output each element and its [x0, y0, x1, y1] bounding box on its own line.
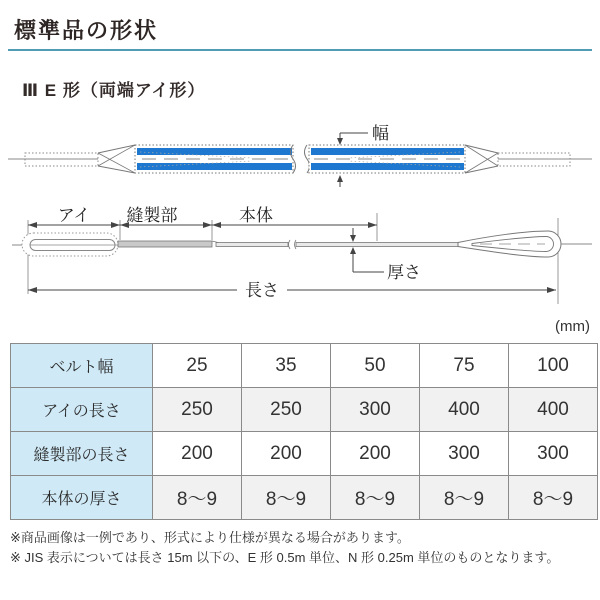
row-label-belt-width: ベルト幅 — [11, 344, 153, 388]
belt-side-drawing — [12, 231, 592, 257]
cell: 300 — [420, 432, 509, 476]
cell: 35 — [242, 344, 331, 388]
belt-top-view-drawing — [8, 145, 592, 173]
cell: 75 — [420, 344, 509, 388]
footnote-jis: ※ JIS 表示については長さ 15m 以下の、E 形 0.5m 単位、N 形 0.25m 単位のものとなります。 — [10, 550, 560, 565]
cell: 200 — [153, 432, 242, 476]
section-subtitle: Ⅲ E 形（両端アイ形） — [22, 81, 206, 100]
title-underline — [8, 49, 592, 51]
length-label: 長さ — [245, 281, 279, 300]
cell: 250 — [153, 388, 242, 432]
cell: 8～9 — [420, 476, 509, 520]
cell: 8～9 — [153, 476, 242, 520]
cell: 8～9 — [242, 476, 331, 520]
table-row — [11, 388, 598, 432]
sewn-label: 縫製部 — [126, 206, 178, 225]
eye-label: アイ — [57, 206, 91, 225]
cell: 400 — [420, 388, 509, 432]
spec-table — [10, 343, 598, 520]
cell: 200 — [242, 432, 331, 476]
body-label: 本体 — [239, 206, 273, 225]
table-row — [11, 476, 598, 520]
cell: 300 — [331, 388, 420, 432]
table-row — [11, 432, 598, 476]
cell: 8～9 — [331, 476, 420, 520]
cell: 400 — [509, 388, 598, 432]
width-label: 幅 — [372, 124, 389, 143]
belt-side-view-diagram — [0, 200, 600, 312]
cell: 25 — [153, 344, 242, 388]
cell: 200 — [331, 432, 420, 476]
belt-top-view-diagram — [0, 103, 600, 200]
row-label-body-thickness: 本体の厚さ — [11, 476, 153, 520]
cell: 8～9 — [509, 476, 598, 520]
thickness-dimension-arrow — [350, 228, 384, 272]
cell: 50 — [331, 344, 420, 388]
footnote-product-image: ※商品画像は一例であり、形式により仕様が異なる場合があります。 — [10, 530, 410, 545]
length-dimension-line — [28, 287, 556, 293]
table-row — [11, 344, 598, 388]
row-label-eye-length: アイの長さ — [11, 388, 153, 432]
cell: 300 — [509, 432, 598, 476]
row-label-sewn-length: 縫製部の長さ — [11, 432, 153, 476]
cell: 100 — [509, 344, 598, 388]
unit-label: (mm) — [555, 318, 590, 335]
page-title: 標準品の形状 — [14, 18, 159, 43]
cell: 250 — [242, 388, 331, 432]
thickness-label: 厚さ — [387, 263, 421, 282]
